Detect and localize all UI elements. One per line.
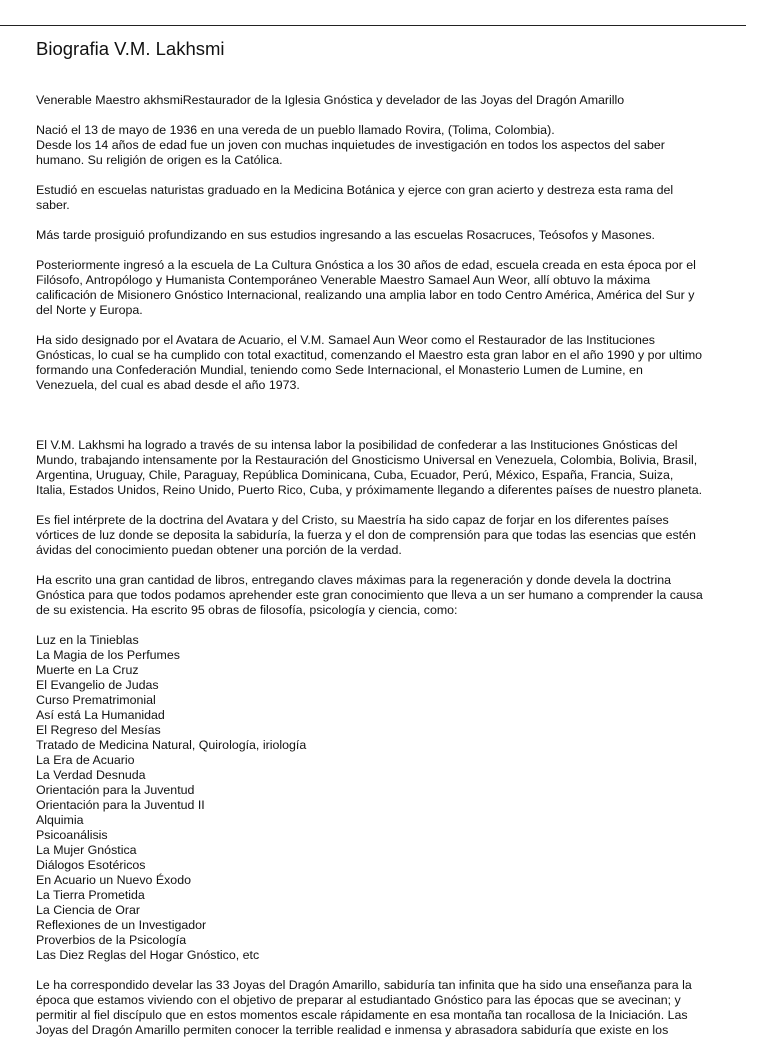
text-line: Italia, Estados Unidos, Reino Unido, Puerto Rico, Cuba, y próximamente llegando a diferentes países de nuestro planeta. [36,483,703,497]
text-line: Gnósticas, lo cual se ha cumplido con total exactitud, comenzando el Maestro esta gran labor en el año 1990 y por ultimo [36,348,703,362]
text-line: Le ha correspondido develar las 33 Joyas del Dragón Amarillo, sabiduría tan infinita que ha sido una enseñanza para la [36,978,692,992]
text-line: Venerable Maestro akhsmiRestaurador de la Iglesia Gnóstica y develador de las Joyas del Dragón Amarillo [36,93,625,107]
text-line: Ha sido designado por el Avatara de Acuario, el V.M. Samael Aun Weor como el Restaurador de las Instituciones [36,333,655,347]
text-line: Desde los 14 años de edad fue un joven con muchas inquietudes de investigación en todos los aspectos del saber [36,138,665,152]
book-title: Muerte en La Cruz [36,663,139,677]
book-title: Reflexiones de un Investigador [36,918,207,932]
text-line: humano. Su religión de origen es la Católica. [36,153,283,167]
book-title: Orientación para la Juventud II [36,798,205,812]
book-title: Las Diez Reglas del Hogar Gnóstico, etc [36,948,260,962]
text-line: Gnóstica para que todos podamos aprehender este gran conocimiento que lleva a un ser humano a comprender la causa [36,588,703,602]
text-line: Venezuela, del cual es abad desde el año 1973. [36,378,300,392]
paragraph-confederation [36,438,736,498]
text-line: Argentina, Uruguay, Chile, Paraguay, República Dominicana, Cuba, Ecuador, Perú, México, España, Francia, Suiza, [36,468,674,482]
book-title: La Ciencia de Orar [36,903,140,917]
book-title: Proverbios de la Psicología [36,933,187,947]
text-line: del Norte y Europa. [36,303,143,317]
text-line: Mundo, trabajando intensamente por la Restauración del Gnosticismo Universal en Venezuela, Colombia, Bolivia, Brasil, [36,453,698,467]
paragraph-gnostic-culture [36,258,736,318]
book-title: El Evangelio de Judas [36,678,159,692]
paragraph-studies [36,183,736,213]
text-line: vórtices de luz donde se deposita la sabiduría, la fuerza y el don de comprensión para que todas las esencias que estén [36,528,696,542]
text-line: Posteriormente ingresó a la escuela de La Cultura Gnóstica a los 30 años de edad, escuela creada en esta época por el [36,258,696,272]
book-title: Orientación para la Juventud [36,783,195,797]
paragraph-interpreter [36,513,736,558]
text-line: ávidas del conocimiento puedan obtener una porción de la verdad. [36,543,402,557]
book-title: Psicoanálisis [36,828,108,842]
book-title: La Era de Acuario [36,753,135,767]
text-line: formando una Confederación Mundial, teniendo como Sede Internacional, el Monasterio Lumen de Lumine, en [36,363,643,377]
book-title: La Mujer Gnóstica [36,843,137,857]
text-line: El V.M. Lakhsmi ha logrado a través de su intensa labor la posibilidad de confederar a las Instituciones Gnósticas del [36,438,678,452]
book-title: En Acuario un Nuevo Éxodo [36,873,191,887]
text-line: saber. [36,198,70,212]
book-title: Alquimia [36,813,84,827]
paragraph-birth [36,123,736,168]
text-line: permitir al fiel discípulo que en estos momentos escale rápidamente en esa montaña tan rocallosa de la Iniciación. Las [36,1008,688,1022]
paragraph-restorer [36,333,736,393]
text-line: Es fiel intérprete de la doctrina del Avatara y del Cristo, su Maestría ha sido capaz de forjar en los diferentes países [36,513,669,527]
paragraph-intro [36,93,736,108]
document-body [36,93,736,1053]
paragraph-books-intro [36,573,736,618]
book-title: Tratado de Medicina Natural, Quirología, iriología [36,738,307,752]
text-line: Joyas del Dragón Amarillo permiten conocer la terrible realidad e inmensa y abrasadora sabiduría que existe en los [36,1023,669,1037]
text-line: calificación de Misionero Gnóstico Internacional, realizando una amplia labor en todo Centro América, América del Sur y [36,288,695,302]
book-title: Diálogos Esotéricos [36,858,146,872]
text-line: Más tarde prosiguió profundizando en sus estudios ingresando a las escuelas Rosacruces, Teósofos y Masones. [36,228,655,242]
book-title: Así está La Humanidad [36,708,165,722]
book-title: Curso Prematrimonial [36,693,156,707]
book-title: El Regreso del Mesías [36,723,161,737]
paragraph-schools [36,228,736,243]
text-line: Nació el 13 de mayo de 1936 en una vereda de un pueblo llamado Rovira, (Tolima, Colombia). [36,123,555,137]
text-line: Estudió en escuelas naturistas graduado en la Medicina Botánica y ejerce con gran acierto y destreza esta rama del [36,183,674,197]
page-title: Biografia V.M. Lakhsmi [36,38,225,59]
text-line: Filósofo, Antropólogo y Humanista Contemporáneo Venerable Maestro Samael Aun Weor, allí obtuvo la máxima [36,273,651,287]
header-divider [0,25,746,26]
book-list [36,633,736,963]
text-line: época que estamos viviendo con el objetivo de preparar al estudiantado Gnóstico para las épocas que se avecinan; y [36,993,681,1007]
book-title: La Magia de los Perfumes [36,648,180,662]
book-title: Luz en la Tinieblas [36,633,139,647]
book-title: La Verdad Desnuda [36,768,146,782]
paragraph-yellow-dragon [36,978,736,1038]
text-line: Ha escrito una gran cantidad de libros, entregando claves máximas para la regeneración y donde devela la doctrina [36,573,672,587]
text-line: de su existencia. Ha escrito 95 obras de filosofía, psicología y ciencia, como: [36,603,458,617]
book-title: La Tierra Prometida [36,888,145,902]
